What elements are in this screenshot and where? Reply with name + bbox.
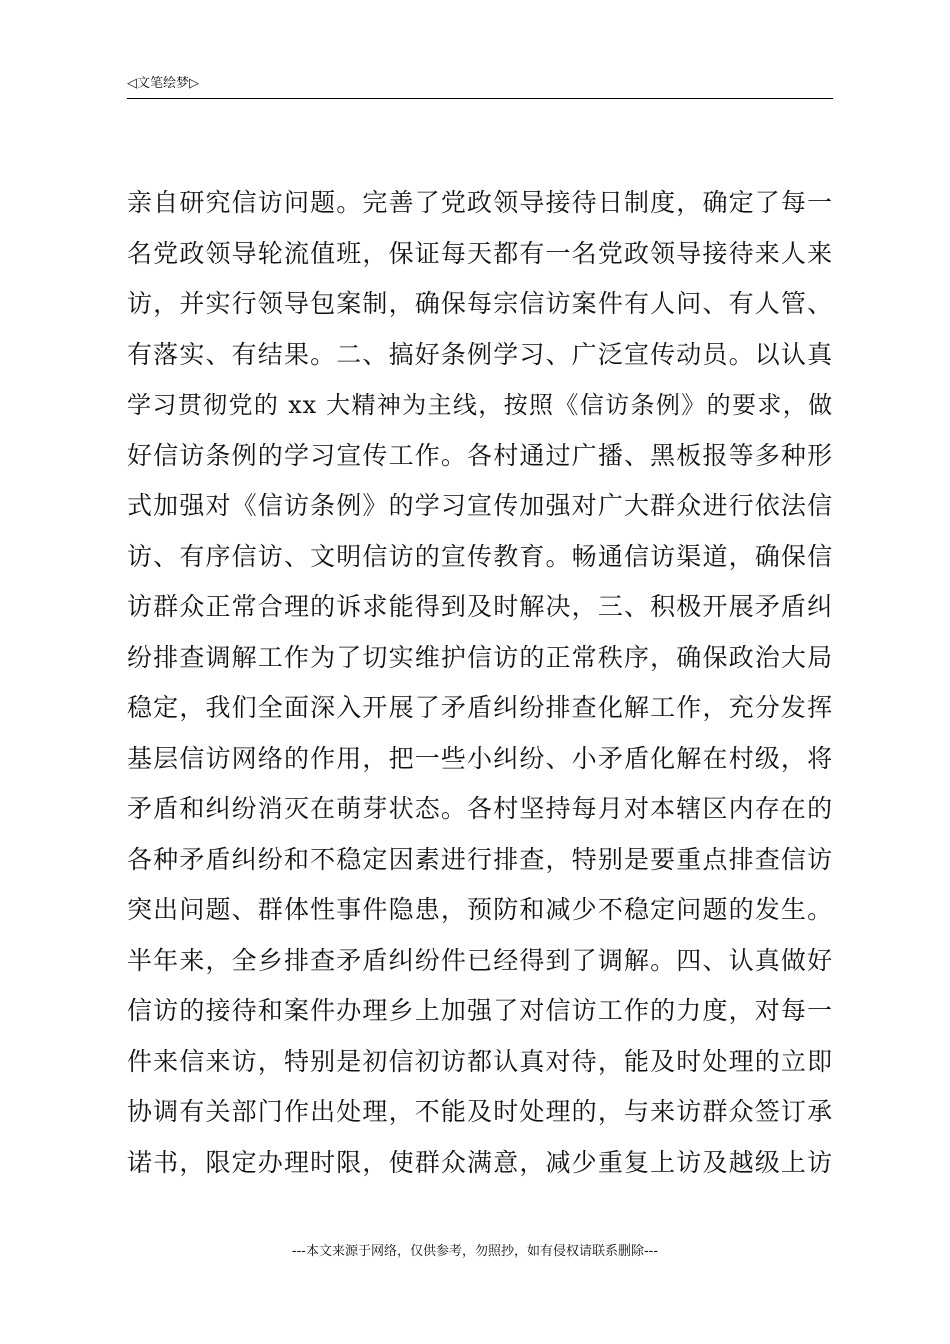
body-line: 有落实、有结果。二、搞好条例学习、广泛宣传动员。以认真 [127,339,833,369]
body-line: 信访的接待和案件办理乡上加强了对信访工作的力度，对每一 [127,996,833,1025]
body-line: 稳定，我们全面深入开展了矛盾纠纷排查化解工作，充分发挥 [127,693,833,722]
body-line: 访、有序信访、文明信访的宣传教育。畅通信访渠道，确保信 [127,541,833,571]
header-title: ◁文笔绘梦▷ [127,76,199,91]
body-line: 矛盾和纠纷消灭在萌芽状态。各村坚持每月对本辖区内存在的 [127,794,833,823]
body-line: 基层信访网络的作用，把一些小纠纷、小矛盾化解在村级，将 [127,743,833,773]
body-line: 式加强对《信访条例》的学习宣传加强对广大群众进行依法信 [127,491,833,520]
body-line: 亲自研究信访问题。完善了党政领导接待日制度，确定了每一 [127,188,833,217]
page-footer: ---本文来源于网络，仅供参考，勿照抄，如有侵权请联系删除--- [291,1244,659,1259]
body-line: 访群众正常合理的诉求能得到及时解决，三、积极开展矛盾纠 [127,592,833,621]
body-line: 诺书，限定办理时限，使群众满意，减少重复上访及越级上访 [127,1147,833,1177]
page-header [127,74,833,99]
body-line: 访，并实行领导包案制，确保每宗信访案件有人问、有人管、 [127,289,833,318]
body-line: 突出问题、群体性事件隐患，预防和减少不稳定问题的发生。 [127,895,833,924]
document-body [127,178,833,1188]
body-line: 协调有关部门作出处理，不能及时处理的，与来访群众签订承 [127,1097,833,1126]
body-line: 半年来，全乡排查矛盾纠纷件已经得到了调解。四、认真做好 [127,945,833,975]
body-line: 件来信来访，特别是初信初访都认真对待，能及时处理的立即 [127,1046,833,1076]
body-line: 学习贯彻党的 xx 大精神为主线，按照《信访条例》的要求，做 [127,391,833,419]
body-line: 名党政领导轮流值班，保证每天都有一名党政领导接待来人来 [127,238,833,268]
body-line: 各种矛盾纠纷和不稳定因素进行排查，特别是要重点排查信访 [127,844,833,874]
body-line: 好信访条例的学习宣传工作。各村通过广播、黑板报等多种形 [127,440,833,470]
body-line: 纷排查调解工作为了切实维护信访的正常秩序，确保政治大局 [127,642,833,672]
